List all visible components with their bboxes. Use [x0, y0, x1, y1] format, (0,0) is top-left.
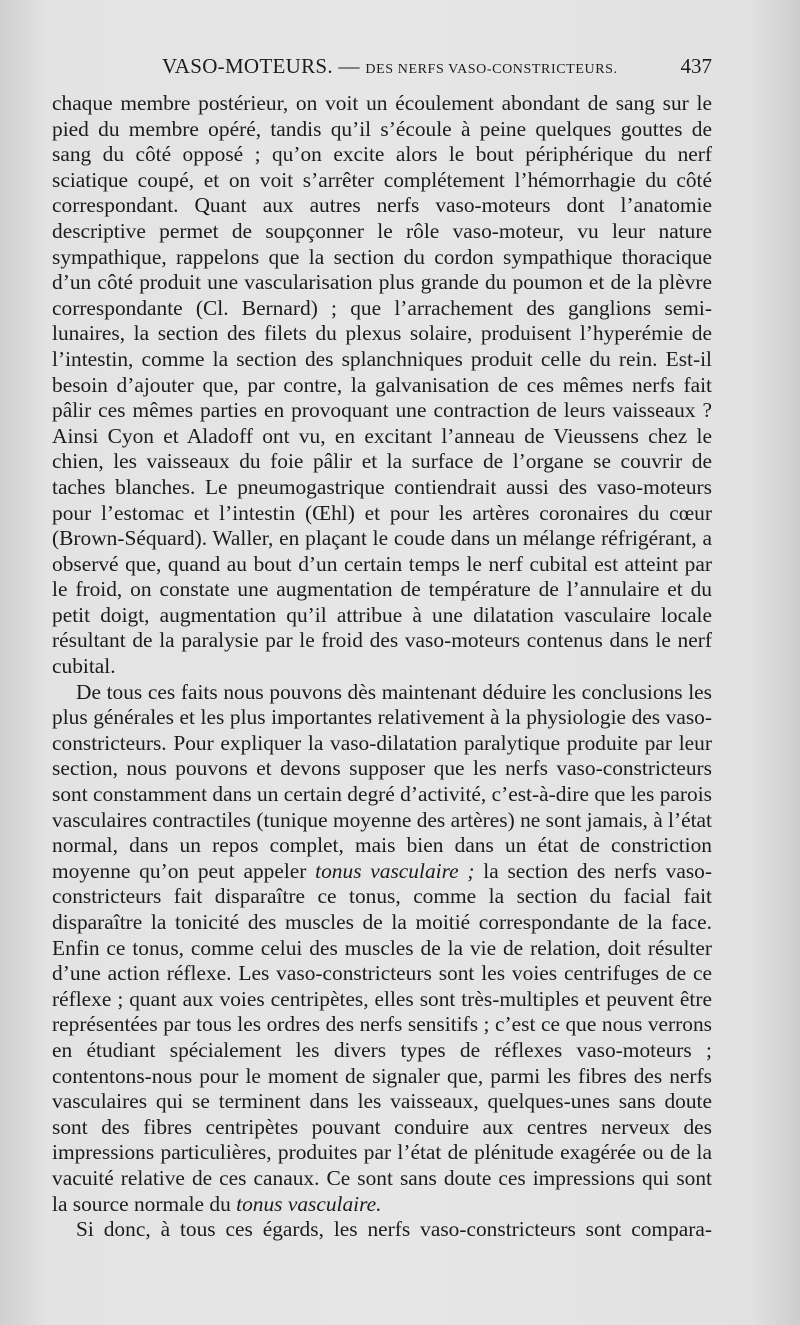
paragraph-3-text: Si donc, à tous ces égards, les nerfs vaso-constricteurs sont compara-	[76, 1217, 712, 1242]
paragraph-2-italic-a: tonus vasculaire ;	[315, 858, 475, 883]
page-number: 437	[680, 54, 712, 78]
paragraph-2-text-a: De tous ces faits nous pouvons dès maintenant déduire les conclusions les plus générales et les plus importantes relativement à la physiologie des vaso-constricteurs. Pour expliquer la vaso-dilatation paralytique produite par leur section, nous pouvons et devons supposer que les nerfs vaso-constricteurs sont constamment dans un certain degré d’activité, c’est-à-dire que les parois vasculaires contractiles (tunique moyenne des artères) ne sont jamais, à l’état normal, dans un repos complet, mais bien dans un état de constriction moyenne qu’on peut appeler	[52, 679, 712, 883]
running-header	[52, 54, 712, 84]
paragraph-2-italic-b: tonus vasculaire.	[236, 1191, 382, 1216]
paragraph-2-text-b: la section des nerfs vaso-constricteurs fait disparaître ce tonus, comme la section du facial fait disparaître la tonicité des muscles de la moitié correspondante de la face. Enfin ce tonus, comme celui des muscles de la vie de relation, doit résulter d’une action réflexe. Les vaso-constricteurs sont les voies centrifuges de ce réflexe ; quant aux voies centripètes, elles sont très-multiples et peuvent être représentées par tous les ordres des nerfs sensitifs ; c’est ce que nous verrons en étudiant spécialement les divers types de réflexes vaso-moteurs ; contentons-nous pour le moment de signaler que, parmi les fibres des nerfs vasculaires qui se terminent dans les vaisseaux, quelques-unes sans doute sont des fibres centripètes pouvant conduire aux centres nerveux des impressions particulières, produites par l’état de plénitude exagérée ou de la vacuité relative de ces canaux. Ce sont sans doute ces impressions qui sont la source normale du	[52, 858, 712, 1216]
header-dash: —	[338, 54, 360, 78]
running-title	[162, 54, 618, 79]
paragraph-1-text: chaque membre postérieur, on voit un écoulement abondant de sang sur le pied du membre opéré, tandis qu’il s’écoule à peine quelques gouttes de sang du côté opposé ; qu’on excite alors le bout périphérique du nerf sciatique coupé, et on voit s’arrêter complétement l’hémorrhagie du côté correspondant. Quant aux autres nerfs vaso-moteurs dont l’anatomie descriptive permet de soupçonner le rôle vaso-moteur, vu leur nature sympathique, rappelons que la section du cordon sympathique thoracique d’un côté produit une vascularisation plus grande du poumon et de la plèvre correspondante (Cl. Bernard) ; que l’arrachement des ganglions semi-lunaires, la section des filets du plexus solaire, produisent l’hyperémie de l’intestin, comme la section des splanchniques produit celle du rein. Est-il besoin d’ajouter que, par contre, la galvanisation de ces mêmes nerfs fait pâlir ces mêmes parties en provoquant une contraction de leurs vaisseaux ? Ainsi Cyon et Aladoff ont vu, en excitant l’anneau de Vieussens chez le chien, les vaisseaux du foie pâlir et la surface de l’organe se couvrir de taches blanches. Le pneumogastrique contiendrait aussi des vaso-moteurs pour l’estomac et l’intestin (Œhl) et pour les artères coronaires du cœur (Brown-Séquard). Waller, en plaçant le coude dans un mélange réfrigérant, a observé que, quand au bout d’un certain temps le nerf cubital est atteint par le froid, on constate une augmentation de température de l’annulaire et du petit doigt, augmentation qu’il attribue à une dilatation vasculaire locale résultant de la paralysie par le froid des vaso-moteurs contenus dans le nerf cubital.	[52, 91, 712, 679]
paragraph-2	[52, 680, 712, 1217]
header-title: VASO-MOTEURS.	[162, 54, 333, 78]
paragraph-1	[52, 91, 712, 680]
paragraph-3	[52, 1217, 712, 1243]
page-body	[52, 91, 712, 1243]
header-subtitle: DES NERFS VASO-CONSTRICTEURS.	[365, 62, 618, 77]
